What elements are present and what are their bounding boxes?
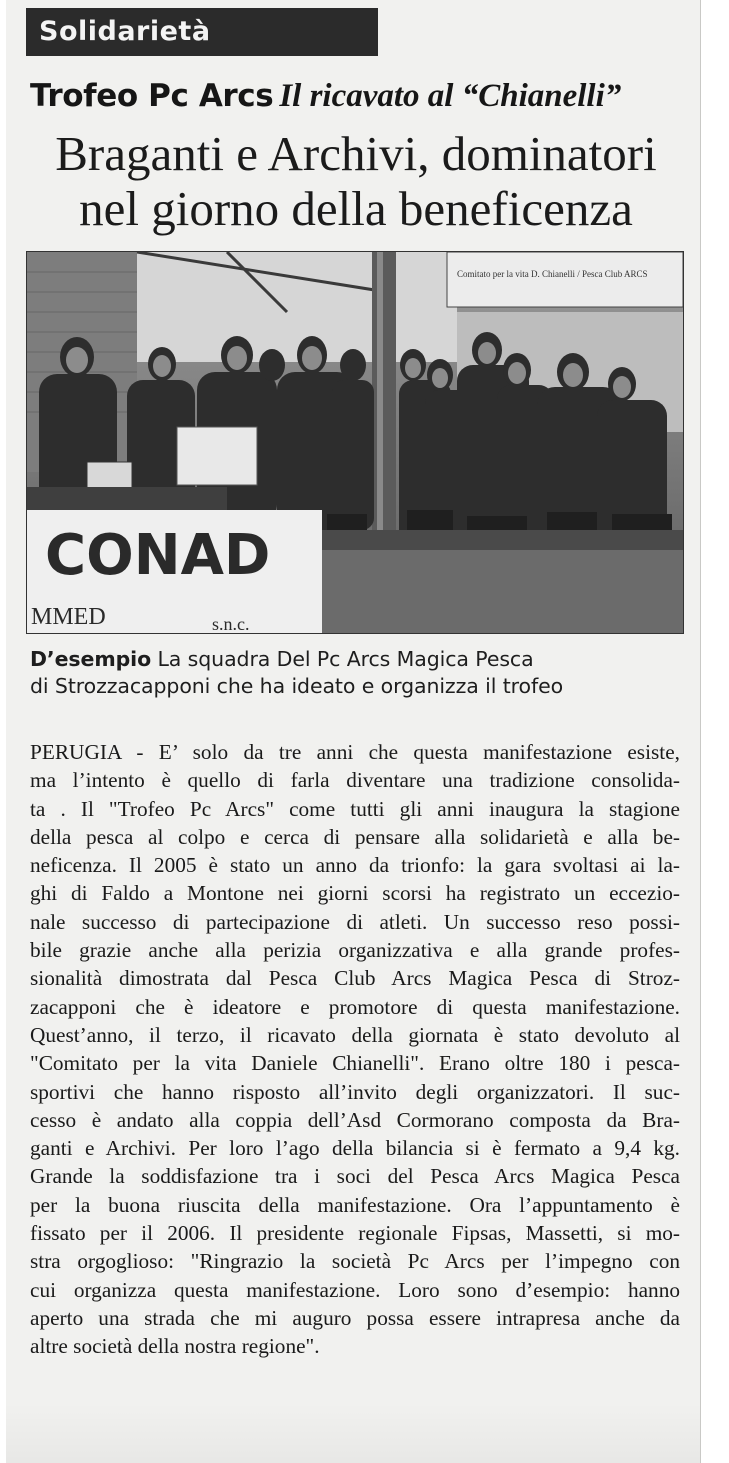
- article-line: "Comitato per la vita Daniele Chianelli". Erano oltre 180 i pesca-: [30, 1051, 680, 1076]
- headline-line-2: nel giorno della beneficenza: [79, 181, 633, 236]
- article-line: fissato per il 2006. Il presidente regionale Fipsas, Massetti, si mo-: [30, 1221, 680, 1246]
- photo-sign-suffix: s.n.c.: [212, 614, 250, 633]
- caption-lead: D’esempio: [30, 647, 152, 671]
- article-line: cui organizza questa manifestazione. Loro sono d’esempio: hanno: [30, 1277, 680, 1302]
- photo-sign-main: CONAD: [45, 523, 271, 588]
- photo-caption: [30, 646, 700, 700]
- newspaper-page: [6, 0, 701, 1463]
- article-line: bile grazie anche alla perizia organizzativa e alla grande profes-: [30, 938, 680, 963]
- article-line: per la buona riuscita della manifestazione. Ora l’appuntamento è: [30, 1192, 680, 1217]
- article-line: aperto una strada che mi auguro possa essere intrapresa anche da: [30, 1305, 680, 1330]
- photo-sign-sub: MMED: [31, 604, 106, 630]
- article-line: ganti e Archivi. Per loro l’ago della bilancia si è fermato a 9,4 kg.: [30, 1136, 680, 1161]
- article-line: della pesca al colpo e cerca di pensare alla solidarietà e alla be-: [30, 824, 680, 849]
- kicker: [30, 78, 690, 115]
- team-photo: [26, 251, 684, 634]
- article-line: stra orgoglioso: "Ringrazio la società Pc Arcs per l’impegno con: [30, 1249, 680, 1274]
- article-line: ma l’intento è quello di farla diventare una tradizione consolida-: [30, 768, 680, 793]
- kicker-subtitle: Il ricavato al “Chianelli”: [279, 78, 622, 114]
- caption-line-2: di Strozzacapponi che ha ideato e organizza il trofeo: [30, 674, 564, 698]
- caption-line-1: La squadra Del Pc Arcs Magica Pesca: [157, 647, 534, 671]
- section-label: [26, 8, 378, 56]
- article-line: Quest’anno, il terzo, il ricavato della giornata è stato devoluto al: [30, 1022, 680, 1047]
- section-label-text: Solidarietà: [39, 16, 211, 47]
- article-body: [30, 738, 680, 1361]
- article-line: PERUGIA - E’ solo da tre anni che questa manifestazione esiste,: [30, 740, 680, 764]
- article-line: ta . Il "Trofeo Pc Arcs" come tutti gli anni inaugura la stagione: [30, 796, 680, 821]
- article-line: neficenza. Il 2005 è stato un anno da trionfo: la gara svoltasi ai la-: [30, 853, 680, 878]
- article-line: altre società della nostra regione".: [30, 1334, 320, 1359]
- article-line: zacapponi che è ideatore e promotore di questa manifestazione.: [30, 994, 680, 1019]
- headline: [6, 126, 706, 236]
- photo-banner-text: Comitato per la vita D. Chianelli / Pesca Club ARCS: [457, 269, 648, 279]
- headline-line-1: Braganti e Archivi, dominatori: [55, 126, 657, 181]
- article-line: sportivi che hanno risposto all’invito degli organizzatori. Il suc-: [30, 1079, 680, 1104]
- article-line: sionalità dimostrata dal Pesca Club Arcs Magica Pesca di Stroz-: [30, 966, 680, 991]
- article-line: ghi di Faldo a Montone nei giorni scorsi ha registrato un eccezio-: [30, 881, 680, 906]
- kicker-title: Trofeo Pc Arcs: [30, 78, 274, 114]
- article-line: cesso è andato alla coppia dell’Asd Cormorano composta da Bra-: [30, 1107, 680, 1132]
- article-line: nale successo di partecipazione di atleti. Un successo reso possi-: [30, 909, 680, 934]
- article-line: Grande la soddisfazione tra i soci del Pesca Arcs Magica Pesca: [30, 1164, 680, 1189]
